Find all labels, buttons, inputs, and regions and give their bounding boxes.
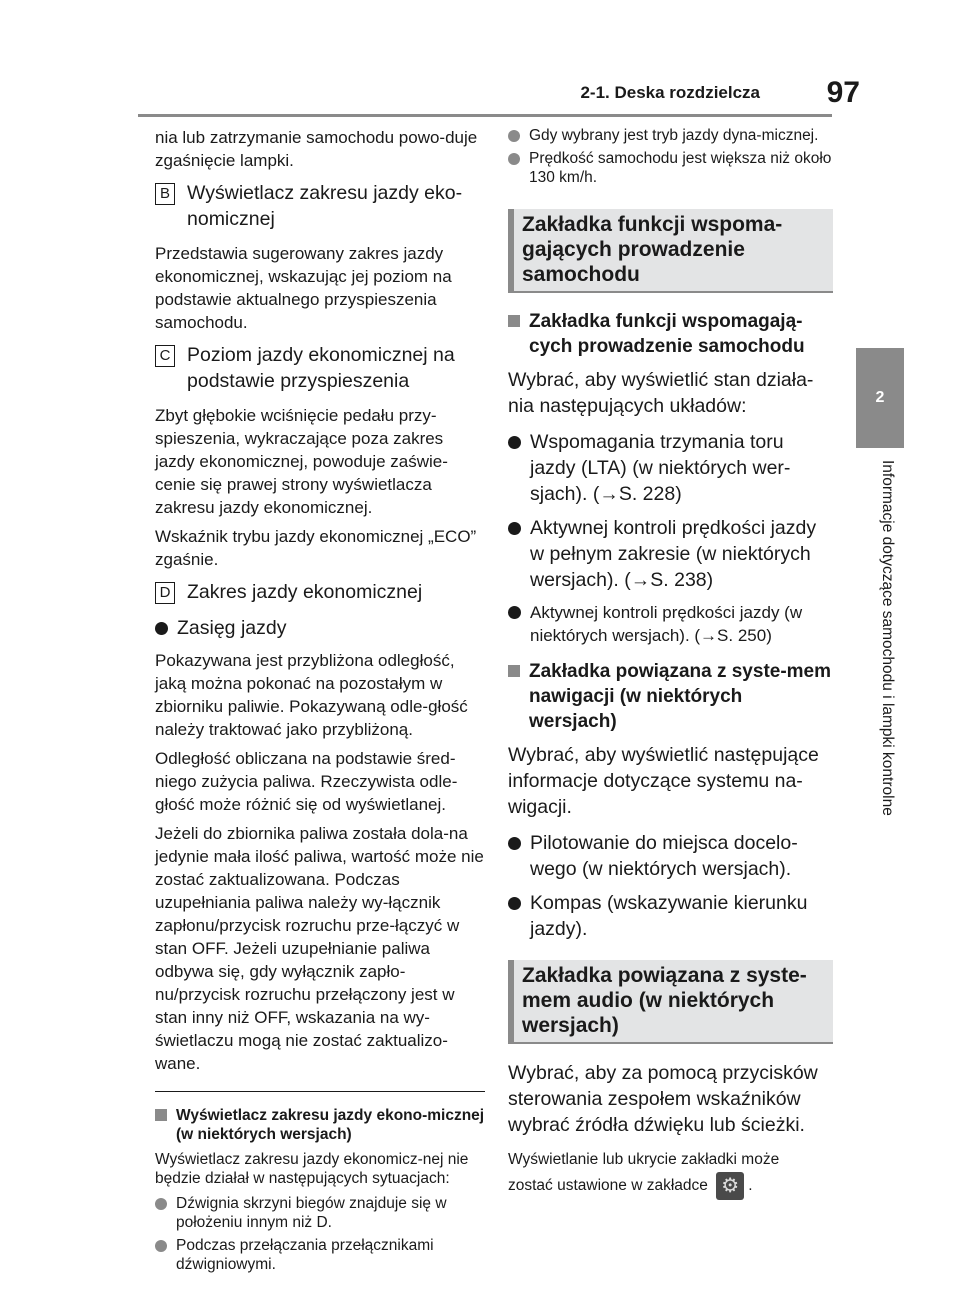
audio-note-end: . <box>748 1177 753 1195</box>
square-bullet-icon <box>508 665 520 677</box>
bullet-icon <box>155 1240 167 1252</box>
bullet-icon <box>155 622 168 635</box>
subsection-heading-assist <box>508 309 833 359</box>
navigation-paragraph: Wybrać, aby wyświetlić następujące informacje dotyczące systemu na-wigacji. <box>508 744 819 818</box>
left-column <box>155 126 485 1282</box>
bullet-icon <box>508 837 521 850</box>
intro-text: nia lub zatrzymanie samochodu powo-duje zgaśnięcie lampki. <box>155 128 478 170</box>
continued-item <box>508 149 833 187</box>
subsection-heading-text: Zakładka powiązana z syste-mem nawigacji (w niektórych wersjach) <box>529 661 832 732</box>
assist-item <box>508 429 833 507</box>
note-heading-text: Wyświetlacz zakresu jazdy ekono-micznej (w niektórych wersjach) <box>176 1107 485 1143</box>
range-bullet <box>155 615 485 641</box>
assist-item-text: Aktywnej kontroli prędkości jazdy (w niektórych wersjach). (→S. 250) <box>530 603 803 645</box>
subheading-b <box>155 180 485 232</box>
bullet-icon <box>508 897 521 910</box>
note-divider <box>155 1091 485 1092</box>
audio-note <box>508 1148 833 1200</box>
range-paragraph-1: Pokazywana jest przybliżona odległość, jaką można pokonać na pozostałym w zbiorniku paliwie. Pokazywaną odle-głość należy traktować jako przybliżoną. <box>155 651 468 739</box>
section-heading-audio <box>508 960 833 1044</box>
range-paragraph-2: Odległość obliczana na podstawie śred-niego zużycia paliwa. Rzeczywista odle-głość może różnić się od wyświetlanej. <box>155 749 458 814</box>
navigation-item <box>508 890 833 942</box>
subheading-d <box>155 579 485 605</box>
section-heading-text: Zakładka funkcji wspoma-gających prowadzenie samochodu <box>522 213 783 286</box>
bullet-icon <box>508 153 520 165</box>
section-heading-driving-assist <box>508 209 833 293</box>
letter-label-d: D <box>155 582 175 604</box>
assist-item <box>508 515 833 593</box>
assist-item <box>508 601 833 647</box>
paragraph-b: Przedstawia sugerowany zakres jazdy ekonomicznej, wskazując jej poziom na podstawie aktualnego przyspieszenia samochodu. <box>155 244 452 332</box>
subheading-d-text: Zakres jazdy ekonomicznej <box>187 581 423 603</box>
settings-gear-icon: ⚙ <box>716 1172 744 1200</box>
navigation-item-text: Kompas (wskazywanie kierunku jazdy). <box>530 892 808 940</box>
navigation-item <box>508 830 833 882</box>
audio-paragraph: Wybrać, aby za pomocą przycisków sterowania zespołem wskaźników wybrać źródła dźwięku lub ścieżki. <box>508 1062 818 1136</box>
letter-label-b: B <box>155 183 175 205</box>
range-paragraph-3: Jeżeli do zbiornika paliwa została dola-na jedynie mała ilość paliwa, wartość może nie zostać zaktualizowana. Podczas uzupełniania paliwa należy wy-łącznik zapłonu/przycisk rozruchu prze-łączyć w stan OFF. Jeżeli uzupełnianie paliwa odbywa się, gdy wyłącznik zapło-nu/przycisk rozruchu przełączony jest w stan inny niż OFF, wskazania na wy-świetlaczu mogą nie zostać zaktualizo-wane. <box>155 824 484 1073</box>
chapter-tab <box>856 348 904 448</box>
page-number: 97 <box>826 76 860 109</box>
bullet-icon <box>155 1198 167 1210</box>
note-item <box>155 1194 485 1232</box>
right-column <box>508 126 833 1200</box>
subsection-heading-navigation <box>508 659 833 734</box>
square-bullet-icon <box>508 315 520 327</box>
audio-note-text-a: Wyświetlanie lub ukrycie zakładki może <box>508 1151 780 1168</box>
paragraph-c-1: Zbyt głębokie wciśnięcie pedału przy-spieszenia, wykraczające poza zakres jazdy ekonomicznej, powoduje zaświe-cenie się prawej strony wyświetlacza zakresu jazdy ekonomicznej. <box>155 406 448 517</box>
chapter-side-title: Informacje dotyczące samochodu i lampki kontrolne <box>879 460 896 816</box>
bullet-icon <box>508 606 521 619</box>
assist-item-text: Wspomagania trzymania toru jazdy (LTA) (w niektórych wer-sjach). (→S. 228) <box>530 431 791 505</box>
note-item-text: Dźwignia skrzyni biegów znajduje się w położeniu innym niż D. <box>176 1195 447 1231</box>
section-title: 2-1. Deska rozdzielcza <box>580 83 760 102</box>
note-heading <box>155 1106 485 1144</box>
continued-item <box>508 126 833 145</box>
subsection-heading-text: Zakładka funkcji wspomagają-cych prowadzenie samochodu <box>529 311 805 357</box>
bullet-icon <box>508 130 520 142</box>
chapter-number: 2 <box>875 389 885 406</box>
bullet-icon <box>508 436 521 449</box>
range-bullet-text: Zasięg jazdy <box>177 617 287 639</box>
continued-item-text: Prędkość samochodu jest większa niż około 130 km/h. <box>529 150 832 186</box>
square-bullet-icon <box>155 1109 167 1121</box>
bullet-icon <box>508 522 521 535</box>
assist-paragraph: Wybrać, aby wyświetlić stan działa-nia następujących układów: <box>508 369 814 417</box>
assist-item-text: Aktywnej kontroli prędkości jazdy w pełnym zakresie (w niektórych wersjach). (→S. 238) <box>530 517 817 591</box>
note-item-text: Podczas przełączania przełącznikami dźwigniowymi. <box>176 1237 434 1273</box>
paragraph-c-2: Wskaźnik trybu jazdy ekonomicznej „ECO” zgaśnie. <box>155 527 477 569</box>
subheading-c <box>155 342 485 394</box>
subheading-c-text: Poziom jazdy ekonomicznej na podstawie przyspieszenia <box>187 344 455 392</box>
header-rule <box>138 114 832 117</box>
section-heading-text: Zakładka powiązana z syste-mem audio (w niektórych wersjach) <box>522 964 807 1037</box>
audio-note-text-b: zostać ustawione w zakładce <box>508 1177 708 1195</box>
note-item <box>155 1236 485 1274</box>
subheading-b-text: Wyświetlacz zakresu jazdy eko-nomicznej <box>187 182 463 230</box>
letter-label-c: C <box>155 345 175 367</box>
continued-item-text: Gdy wybrany jest tryb jazdy dyna-micznej. <box>529 127 819 144</box>
note-paragraph: Wyświetlacz zakresu jazdy ekonomicz-nej nie będzie działał w następujących sytuacjach: <box>155 1151 469 1187</box>
navigation-item-text: Pilotowanie do miejsca docelo-wego (w niektórych wersjach). <box>530 832 798 880</box>
